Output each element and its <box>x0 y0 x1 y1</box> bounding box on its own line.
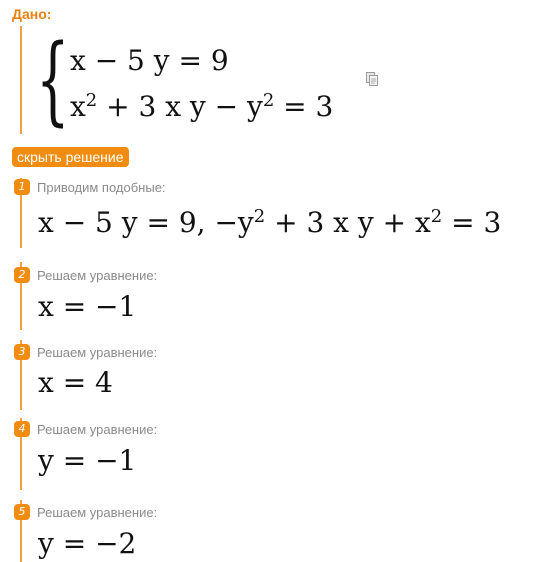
given-divider <box>20 26 22 134</box>
step-3-equation: x = 4 <box>38 366 113 399</box>
eq2-part-c: = 3 <box>274 90 334 123</box>
step-1-eq-part-a: x − 5 y = 9, −y <box>38 206 254 239</box>
step-1-number: 1 <box>14 179 30 195</box>
eq2-part-b: + 3 x y − y <box>97 90 263 123</box>
step-2-label: Решаем уравнение: <box>37 268 158 283</box>
step-1-exponent-2: 2 <box>430 206 443 228</box>
step-4-equation: y = −1 <box>38 444 137 477</box>
copy-icon[interactable] <box>366 72 378 86</box>
step-2-number: 2 <box>14 267 30 283</box>
eq2-exponent-1: 2 <box>85 90 98 112</box>
step-1-eq-part-c: = 3 <box>442 206 502 239</box>
hide-solution-button[interactable]: скрыть решение <box>12 147 129 167</box>
step-4-label: Решаем уравнение: <box>37 422 158 437</box>
eq2-exponent-2: 2 <box>262 90 275 112</box>
step-5-equation: y = −2 <box>38 527 137 560</box>
given-label: Дано: <box>12 6 52 22</box>
step-2-equation: x = −1 <box>38 290 137 323</box>
left-brace: { <box>36 24 70 136</box>
step-1-exponent-1: 2 <box>253 206 266 228</box>
eq2-part-a: x <box>70 90 86 123</box>
step-4-number: 4 <box>14 421 30 437</box>
step-5-number: 5 <box>14 504 30 520</box>
step-3-number: 3 <box>14 344 30 360</box>
system-equation-1: x − 5 y = 9 <box>70 44 229 77</box>
step-1-eq-part-b: + 3 x y + x <box>265 206 431 239</box>
step-3-label: Решаем уравнение: <box>37 345 158 360</box>
system-equation-2 <box>70 90 333 123</box>
step-5-label: Решаем уравнение: <box>37 505 158 520</box>
step-1-equation <box>38 206 501 239</box>
step-1-label: Приводим подобные: <box>37 180 166 195</box>
